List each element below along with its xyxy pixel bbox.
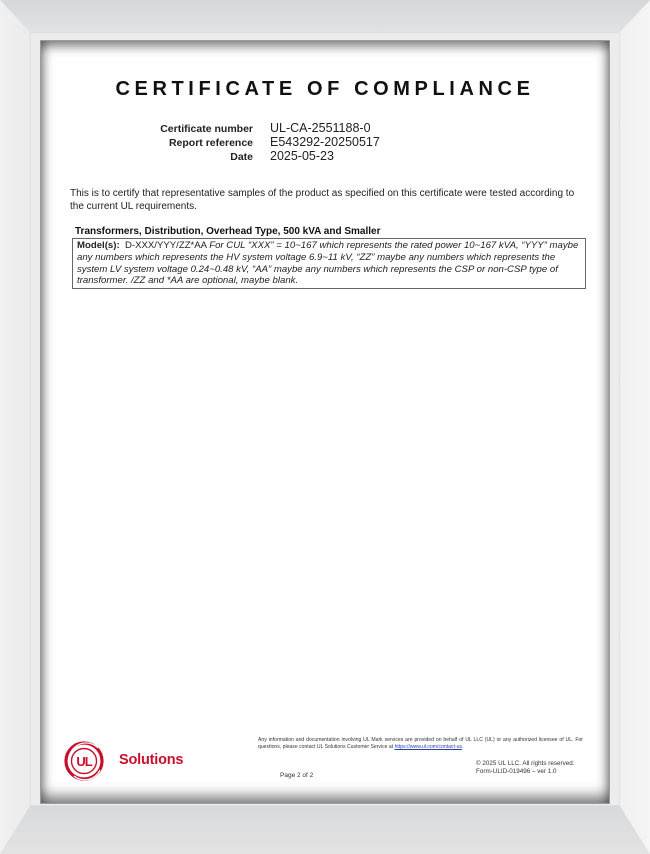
- ul-solutions-logo: [64, 740, 194, 784]
- frame-bevel-top: [0, 0, 650, 32]
- models-label: Model(s):: [77, 240, 120, 251]
- footer-disclaimer: Any information and documentation involving UL Mark services are provided on behalf of UL LLC (UL) or any authorized licensee of UL. For questions, please contact UL Solutions Customer Service at https://www.ul.com/contact-us.: [258, 737, 583, 750]
- logo-text: Solutions: [119, 752, 184, 768]
- meta-label: Report reference: [168, 137, 253, 149]
- meta-value: UL-CA-2551188-0: [270, 121, 371, 135]
- page-number: Page 2 of 2: [280, 772, 314, 779]
- svg-text:UL: UL: [76, 754, 92, 769]
- models-description: For CUL “XXX” = 10~167 which represents the rated power 10~167 kVA, “YYY” maybe any numbers which represents the HV system voltage 6.9~11 kV, “ZZ” maybe any numbers which represents the system LV system voltage 0.24~0.48 kV, “AA” maybe any numbers which represents the CSP or non-CSP type of transformer. /ZZ and *AA are optional, maybe blank.: [77, 240, 579, 287]
- footer-copyright-block: [476, 760, 575, 776]
- meta-row-date: [130, 149, 430, 163]
- meta-label: Certificate number: [160, 123, 253, 135]
- certification-statement: This is to certify that representative samples of the product as specified on this certificate were tested according to the current UL requirements.: [70, 188, 575, 212]
- meta-row-certificate-number: [130, 121, 430, 135]
- models-code: D-XXX/YYY/ZZ*AA: [124, 240, 207, 251]
- form-id: Form-ULID-019496 – ver 1.0: [476, 768, 557, 775]
- meta-value: 2025-05-23: [270, 149, 334, 163]
- disclaimer-text: Any information and documentation involving UL Mark services are provided on behalf of UL LLC (UL) or any authorized licensee of UL. For questions, please contact UL Solutions Customer Service at: [258, 737, 583, 750]
- ul-logo-icon: [64, 740, 108, 784]
- frame-bevel-right: [620, 0, 650, 854]
- copyright: © 2025 UL LLC. All rights reserved.: [476, 760, 575, 767]
- contact-link[interactable]: https://www.ul.com/contact-us: [394, 744, 462, 750]
- meta-label: Date: [230, 151, 253, 163]
- document-title: CERTIFICATE OF COMPLIANCE: [115, 78, 535, 100]
- meta-value: E543292-20250517: [270, 135, 380, 149]
- certificate-meta: [130, 121, 430, 163]
- frame-bevel-left: [0, 0, 30, 854]
- frame-bevel-bottom: [0, 806, 650, 854]
- models-box: [72, 238, 586, 289]
- product-category: Transformers, Distribution, Overhead Type, 500 kVA and Smaller: [75, 226, 381, 237]
- meta-row-report-reference: [130, 135, 430, 149]
